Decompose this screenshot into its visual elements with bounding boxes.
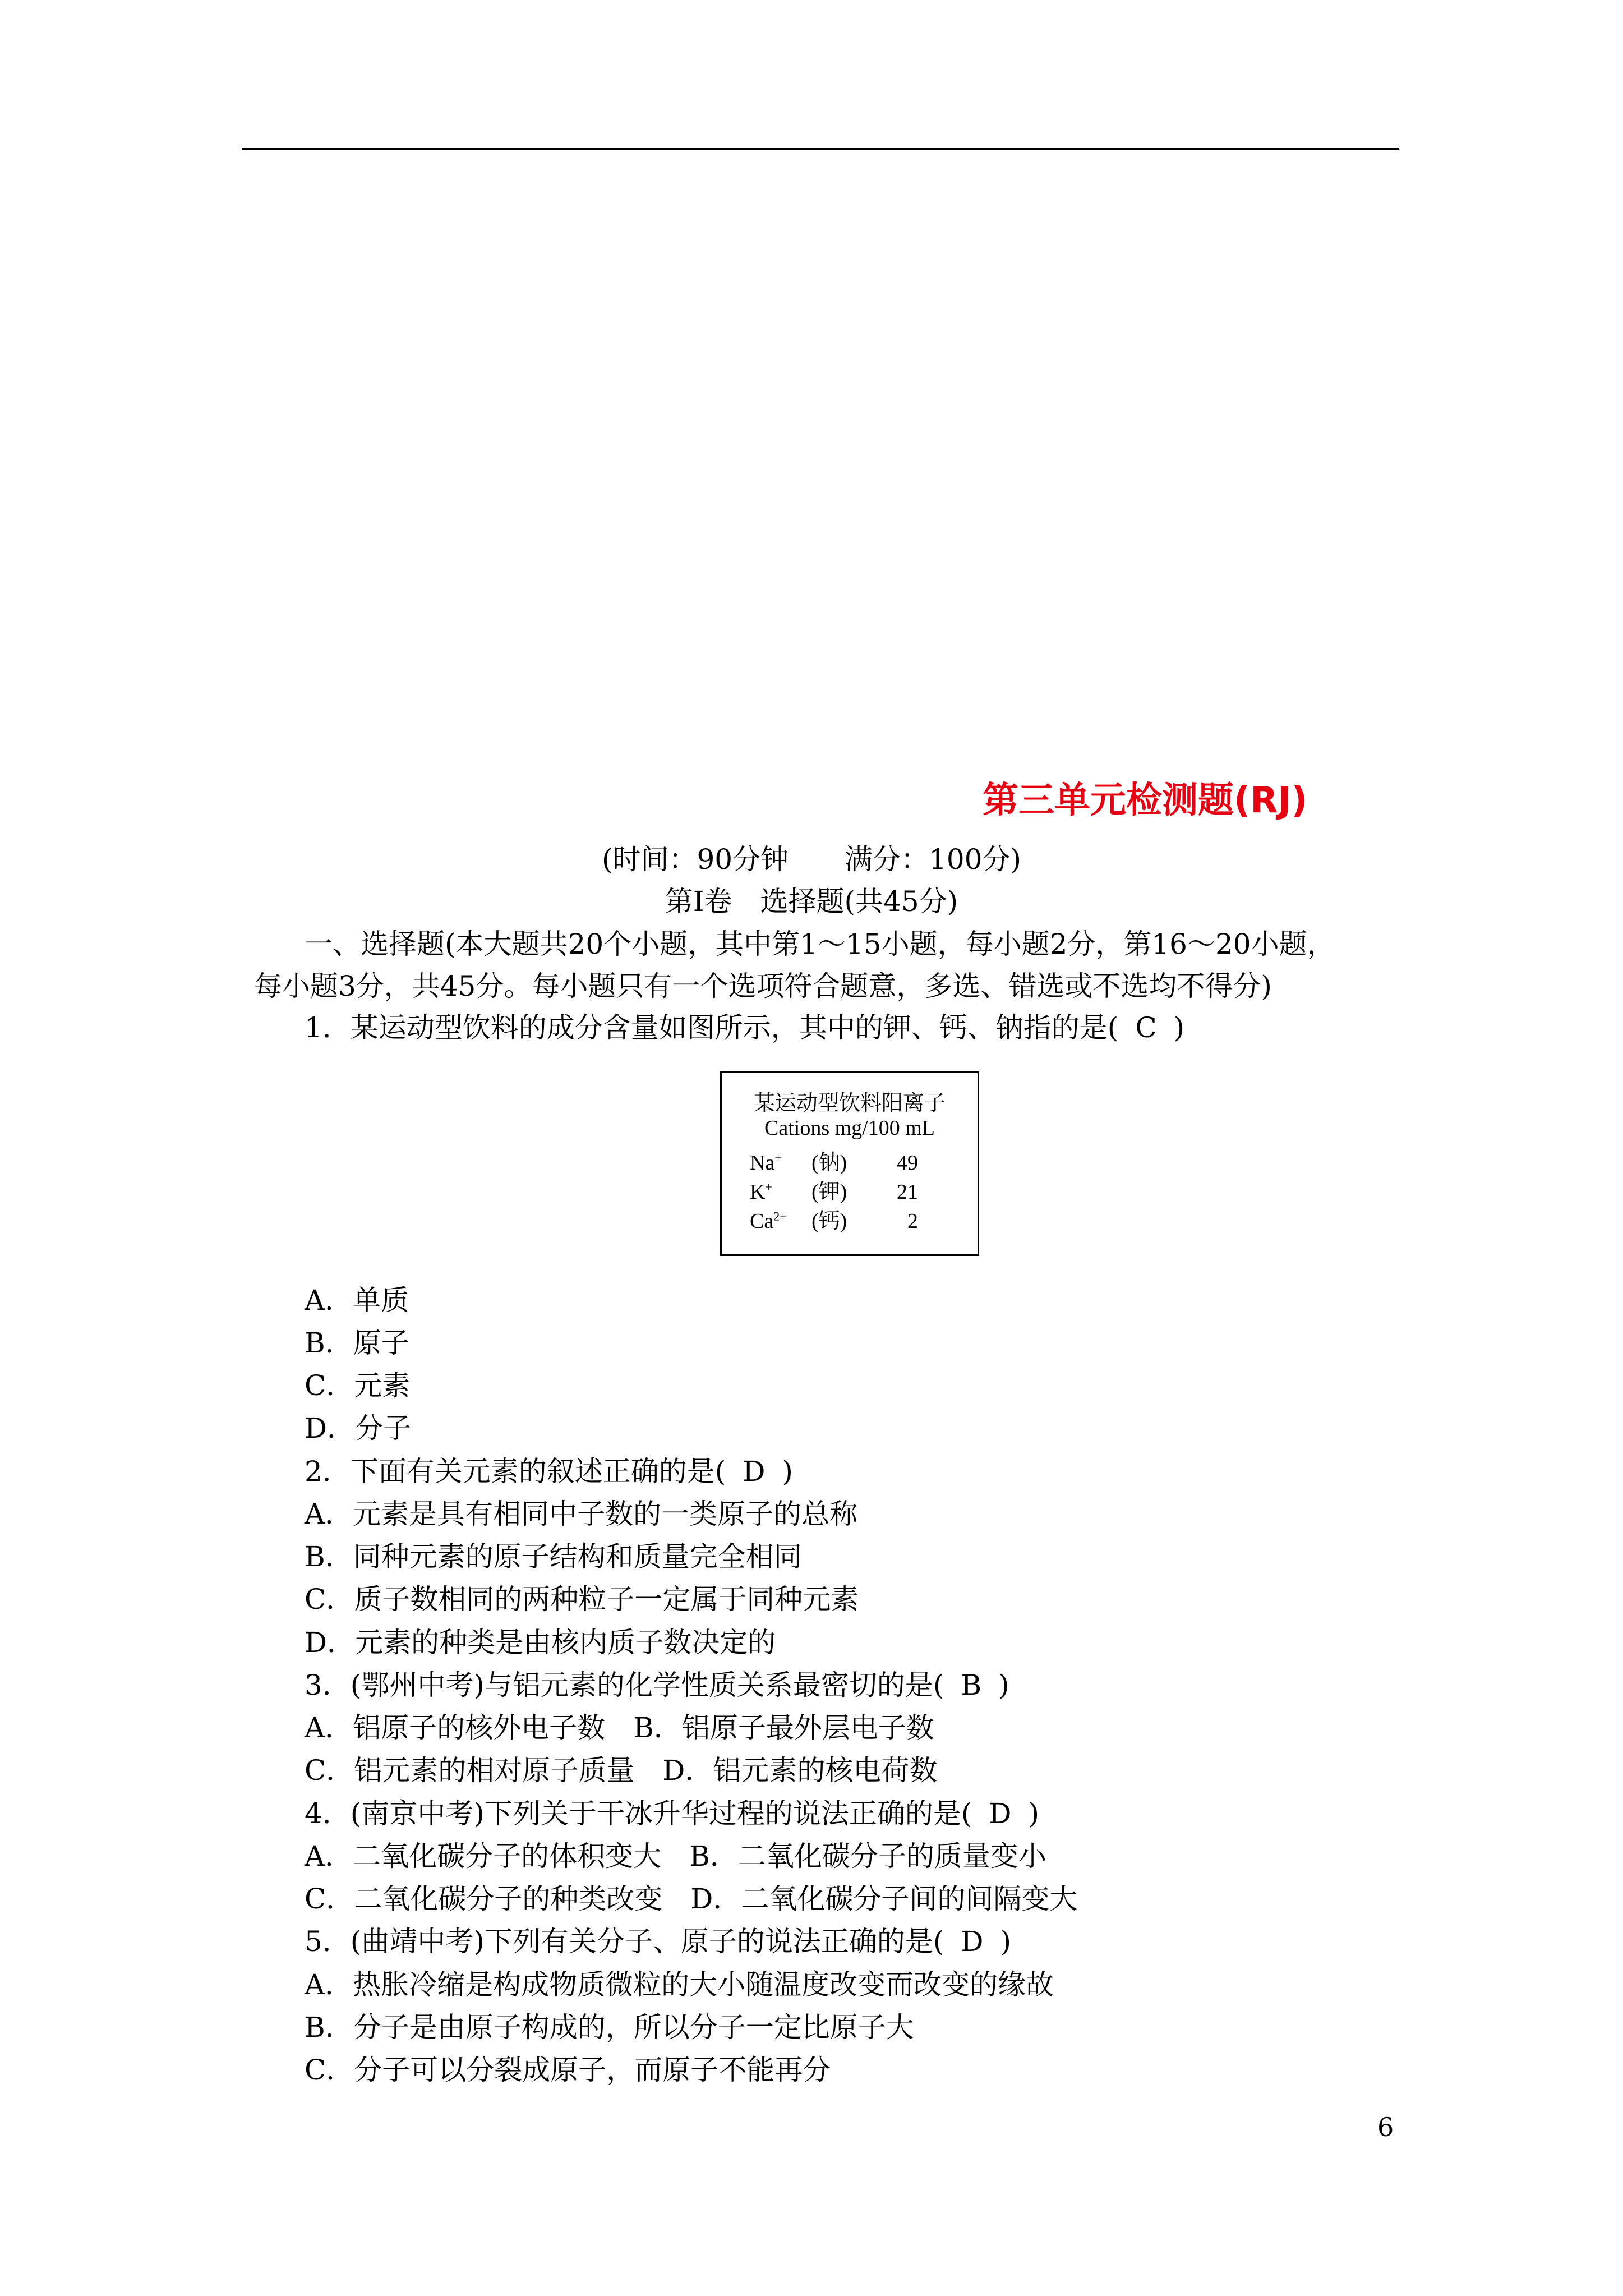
figure-unit: Cations mg/100 mL [764, 1116, 935, 1140]
question-4-options-ab: A．二氧化碳分子的体积变大 B．二氧化碳分子的质量变小 [305, 1840, 1046, 1872]
figure-row-na: Na+ (钠) 49 [750, 1151, 918, 1175]
question-1-option-b: B．原子 [305, 1327, 409, 1359]
figure-title: 某运动型饮料阳离子 [753, 1091, 946, 1115]
question-3-options-cd: C．铝元素的相对原子质量 D．铝元素的核电荷数 [305, 1754, 938, 1787]
question-2-option-a: A．元素是具有相同中子数的一类原子的总称 [305, 1498, 858, 1530]
question-4-answer: D [989, 1797, 1012, 1830]
question-5-answer: D [961, 1925, 984, 1958]
question-1-stem: 1．某运动型饮料的成分含量如图所示，其中的钾、钙、钠指的是( C ) [305, 1011, 1185, 1044]
question-2-option-c: C．质子数相同的两种粒子一定属于同种元素 [305, 1583, 859, 1616]
figure-row-k: K+ (钾) 21 [750, 1180, 918, 1204]
question-5-stem: 5．(曲靖中考)下列有关分子、原子的说法正确的是( D ) [305, 1925, 1011, 1958]
question-5-option-a: A．热胀冷缩是构成物质微粒的大小随温度改变而改变的缘故 [305, 1968, 1054, 2001]
question-4-stem: 4．(南京中考)下列关于干冰升华过程的说法正确的是( D ) [305, 1797, 1039, 1830]
question-1-answer: C [1135, 1011, 1157, 1044]
question-5-option-c: C．分子可以分裂成原子，而原子不能再分 [305, 2054, 831, 2086]
question-3-stem: 3．(鄂州中考)与铝元素的化学性质关系最密切的是( B ) [305, 1669, 1009, 1701]
question-1-option-c: C．元素 [305, 1369, 411, 1402]
question-3-answer: B [961, 1669, 982, 1701]
drink-cation-figure [720, 1071, 979, 1256]
instructions-line-2: 每小题3分，共45分。每小题只有一个选项符合题意，多选、错选或不选均不得分) [254, 970, 1272, 1002]
question-2-answer: D [743, 1455, 766, 1488]
exam-info: (时间：90分钟 满分：100分) [601, 843, 1022, 876]
page-number: 6 [1377, 2112, 1394, 2142]
header-rule [242, 148, 1399, 150]
question-2-option-d: D．元素的种类是由核内质子数决定的 [305, 1626, 776, 1659]
question-2-option-b: B．同种元素的原子结构和质量完全相同 [305, 1540, 802, 1573]
question-5-option-b: B．分子是由原子构成的，所以分子一定比原子大 [305, 2011, 914, 2044]
instructions-line-1: 一、选择题(本大题共20个小题，其中第1～15小题，每小题2分，第16～20小题， [305, 928, 1335, 960]
question-1-option-a: A．单质 [305, 1284, 409, 1317]
section-title: 第Ⅰ卷 选择题(共45分) [665, 885, 958, 918]
page-title: 第三单元检测题(RJ) [983, 780, 1308, 821]
question-2-stem: 2．下面有关元素的叙述正确的是( D ) [305, 1455, 793, 1488]
question-3-options-ab: A．铝原子的核外电子数 B．铝原子最外层电子数 [305, 1711, 934, 1744]
question-4-options-cd: C．二氧化碳分子的种类改变 D．二氧化碳分子间的间隔变大 [305, 1883, 1078, 1915]
figure-row-ca: $Ca^{2+}$ (钙) 2 [750, 1209, 918, 1233]
question-1-option-d: D．分子 [305, 1412, 412, 1444]
